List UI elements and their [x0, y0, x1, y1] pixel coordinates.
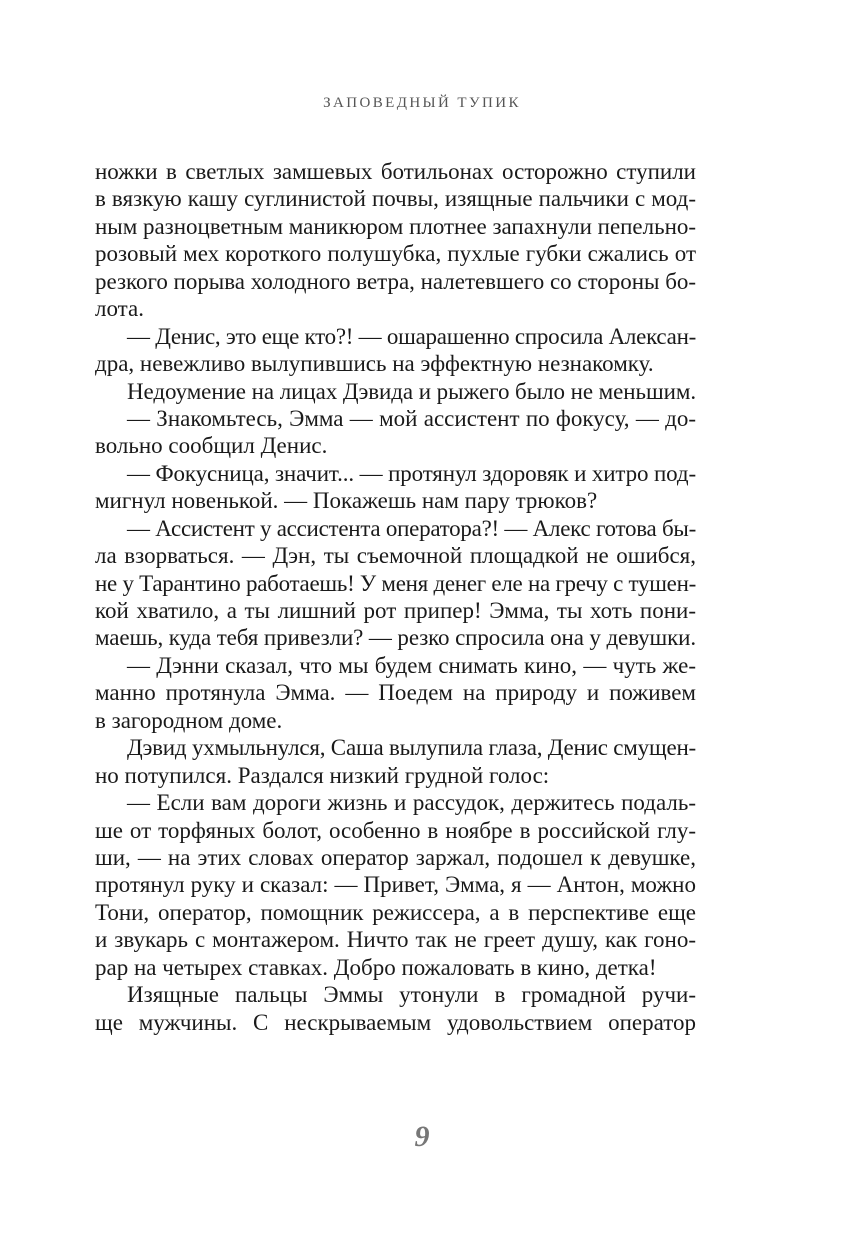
text-line: Недоумение на лицах Дэвида и рыжего было не меньшим.: [127, 378, 697, 404]
text-line: ще мужчины. С нескрываемым удовольствием оператор: [95, 1009, 696, 1035]
text-line: — Фокусница, значит... — протянул здоровяк и хитро под-: [127, 460, 697, 486]
text-line: дра, невежливо вылупившись на эффектную незнакомку.: [95, 351, 654, 377]
running-head: ЗАПОВЕДНЫЙ ТУПИК: [323, 95, 521, 111]
text-line: Изящные пальцы Эммы утонули в громадной ручи-: [127, 982, 696, 1008]
text-line: протянул руку и сказал: — Привет, Эмма, я — Антон, можно: [95, 872, 696, 898]
text-line: вольно сообщил Денис.: [95, 433, 328, 459]
text-line: — Если вам дороги жизнь и рассудок, держитесь подаль-: [127, 790, 696, 816]
text-line: ным разноцветным маникюром плотнее запахнули пепельно-: [95, 213, 696, 239]
text-line: в загородном доме.: [95, 707, 283, 733]
text-line: розовый мех короткого полушубка, пухлые губки сжались от: [95, 241, 696, 267]
text-line: резкого порыва холодного ветра, налетевшего со стороны бо-: [95, 268, 696, 294]
text-line: — Денис, это еще кто?! — ошарашенно спросила Алексан-: [127, 323, 697, 349]
text-line: Тони, оператор, помощник режиссера, а в перспективе еще: [95, 899, 696, 925]
text-line: не у Тарантино работаешь! У меня денег еле на гречу с тушен-: [95, 570, 696, 596]
text-line: — Знакомьтесь, Эмма — мой ассистент по фокусу, — до-: [127, 405, 696, 431]
text-line: маешь, куда тебя привезли? — резко спросила она у девушки.: [95, 625, 696, 651]
text-line: ше от торфяных болот, особенно в ноябре в российской глу-: [95, 817, 696, 843]
text-line: в вязкую кашу суглинистой почвы, изящные пальчики с мод-: [95, 186, 696, 212]
text-line: ши, — на этих словах оператор заржал, подошел к девушке,: [95, 844, 696, 870]
text-line: ла взорваться. — Дэн, ты съемочной площадкой не ошибся,: [95, 543, 696, 569]
text-line: — Дэнни сказал, что мы будем снимать кино, — чуть же-: [127, 652, 696, 678]
text-line: рар на четырех ставках. Добро пожаловать в кино, детка!: [95, 954, 657, 980]
text-line: но потупился. Раздался низкий грудной голос:: [95, 762, 550, 788]
text-line: лота.: [95, 296, 144, 322]
text-line: — Ассистент у ассистента оператора?! — Алекс готова бы-: [127, 515, 696, 541]
page-number: 9: [414, 1120, 430, 1153]
text-line: и звукарь с монтажером. Ничто так не греет душу, как гоно-: [95, 927, 696, 953]
text-line: кой хватило, а ты лишний рот припер! Эмма, ты хоть пони-: [95, 598, 696, 623]
text-line: манно протянула Эмма. — Поедем на природу и поживем: [95, 680, 696, 706]
body-text: [95, 158, 696, 1036]
text-line: ножки в светлых замшевых ботильонах осторожно ступили: [95, 159, 696, 184]
text-line: мигнул новенькой. — Покажешь нам пару трюков?: [95, 488, 598, 514]
text-line: Дэвид ухмыльнулся, Саша вылупила глаза, Денис смущен-: [127, 735, 697, 761]
